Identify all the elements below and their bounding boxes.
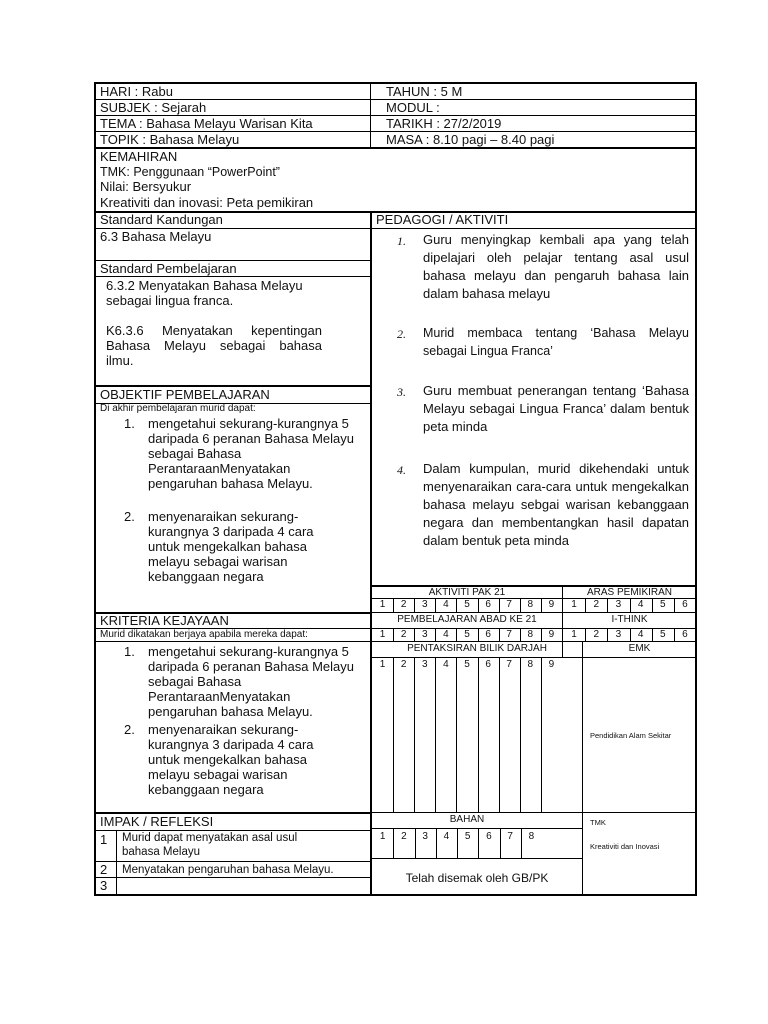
number-cell: 1	[379, 599, 386, 610]
disemak-label: Telah disemak oleh GB/PK	[405, 871, 549, 885]
standard-pembelajaran-item: K6.3.6 Menyatakan kepentingan Bahasa Melayu sebagai bahasa ilmu.	[106, 323, 322, 368]
grid-divider	[630, 628, 631, 641]
grid-divider	[541, 598, 542, 612]
standard-pembelajaran-label: Standard Pembelajaran	[100, 261, 237, 276]
number-cell: 5	[464, 599, 470, 610]
emk-item: Kreativiti dan Inovasi	[590, 842, 660, 851]
kemahiran-tmk: TMK: Penggunaan “PowerPoint”	[100, 165, 280, 179]
grid-divider	[414, 657, 415, 812]
grid-divider	[674, 628, 675, 641]
grid-divider	[456, 628, 457, 641]
impak-row-number: 1	[100, 832, 108, 847]
grid-divider	[393, 828, 394, 858]
tema-field: TEMA : Bahasa Melayu Warisan Kita	[100, 116, 313, 131]
grid-divider	[393, 598, 394, 612]
grid-divider	[478, 657, 479, 812]
list-number: 4.	[397, 463, 406, 477]
number-cell: 3	[421, 599, 428, 610]
number-cell: 1	[571, 629, 577, 640]
number-cell: 7	[506, 659, 512, 670]
list-number: 2.	[124, 509, 135, 524]
number-cell: 6	[485, 599, 491, 610]
number-cell: 6	[486, 831, 492, 842]
number-cell: 3	[615, 629, 622, 640]
masa-field: MASA : 8.10 pagi – 8.40 pagi	[386, 132, 555, 147]
tarikh-field: TARIKH : 27/2/2019	[386, 116, 502, 131]
grid-divider	[499, 598, 500, 612]
number-cell: 6	[682, 629, 688, 640]
kriteria-intro: Murid dikatakan berjaya apabila mereka dapat:	[100, 629, 308, 640]
grid-divider	[630, 598, 631, 612]
kemahiran-kreativiti: Kreativiti dan inovasi: Peta pemikiran	[100, 195, 314, 210]
bahan-header: BAHAN	[449, 814, 485, 825]
kemahiran-nilai: Nilai: Bersyukur	[100, 179, 192, 194]
number-cell: 4	[443, 659, 449, 670]
number-cell: 9	[548, 599, 555, 610]
number-cell: 5	[464, 659, 470, 670]
number-cell: 4	[637, 629, 644, 640]
number-cell: 3	[421, 659, 428, 670]
grid-divider	[414, 628, 415, 641]
grid-divider	[478, 828, 479, 858]
emk-header: EMK	[628, 643, 651, 654]
number-cell: 3	[422, 831, 428, 842]
impak-row-number: 3	[100, 878, 108, 893]
modul-field: MODUL :	[386, 100, 440, 115]
number-cell: 6	[485, 629, 491, 640]
standard-kandungan-label: Standard Kandungan	[100, 212, 223, 227]
subjek-field: SUBJEK : Sejarah	[100, 100, 207, 115]
number-cell: 5	[659, 629, 666, 640]
number-cell: 1	[571, 599, 577, 610]
grid-divider	[652, 628, 653, 641]
grid-divider	[500, 828, 501, 858]
pentaksiran-header: PENTAKSIRAN BILIK DARJAH	[407, 643, 547, 654]
grid-divider	[415, 828, 416, 858]
grid-divider	[520, 598, 521, 612]
objektif-title: OBJEKTIF PEMBELAJARAN	[100, 387, 270, 402]
list-item: Guru membuat penerangan tentang ‘Bahasa Melayu sebagai Lingua Franca’ dalam bentuk peta minda	[423, 383, 689, 434]
number-cell: 6	[485, 659, 491, 670]
grid-divider	[585, 598, 586, 612]
grid-divider	[585, 628, 586, 641]
grid-divider	[499, 657, 500, 812]
number-cell: 4	[443, 629, 449, 640]
number-cell: 5	[464, 629, 470, 640]
number-cell: 3	[615, 599, 622, 610]
grid-divider	[414, 598, 415, 612]
standard-kandungan-value: 6.3 Bahasa Melayu	[100, 229, 212, 244]
grid-divider	[652, 598, 653, 612]
number-cell: 7	[506, 599, 512, 610]
list-number: 1.	[397, 234, 406, 248]
pembelajaran-abad-numbers	[372, 629, 562, 641]
impak-row-text: Menyatakan pengaruhan bahasa Melayu.	[122, 864, 334, 876]
objektif-intro: Di akhir pembelajaran murid dapat:	[100, 403, 256, 414]
number-cell: 8	[527, 659, 534, 670]
number-cell: 2	[400, 599, 407, 610]
number-cell: 3	[421, 629, 428, 640]
number-cell: 8	[527, 599, 534, 610]
number-cell: 9	[548, 629, 555, 640]
number-cell: 2	[593, 599, 600, 610]
number-cell: 1	[379, 831, 386, 842]
aktiviti-pak21-numbers	[372, 599, 562, 611]
aktiviti-pak21-header: AKTIVITI PAK 21	[428, 587, 506, 598]
list-number: 3.	[397, 385, 406, 399]
grid-divider	[541, 657, 542, 812]
grid-divider	[607, 628, 608, 641]
grid-divider	[435, 657, 436, 812]
number-cell: 7	[507, 831, 513, 842]
grid-divider	[478, 628, 479, 641]
list-item: Murid membaca tentang ‘Bahasa Melayu sebagai Lingua Franca’	[423, 326, 689, 358]
grid-divider	[457, 828, 458, 858]
list-item: Guru menyingkap kembali apa yang telah dipelajari oleh pelajar tentang asal usul bahasa melayu dan pengaruh bahasa lain dalam bahasa melayu	[423, 232, 689, 301]
grid-divider	[520, 657, 521, 812]
number-cell: 9	[548, 659, 555, 670]
grid-divider	[436, 828, 437, 858]
number-cell: 2	[401, 831, 407, 842]
list-number: 1.	[124, 644, 135, 659]
grid-divider	[607, 598, 608, 612]
list-number: 2.	[397, 327, 406, 341]
grid-divider	[520, 628, 521, 641]
standard-pembelajaran-item: 6.3.2 Menyatakan Bahasa Melayu sebagai lingua franca.	[106, 278, 303, 308]
number-cell: 1	[379, 659, 386, 670]
impak-title: IMPAK / REFLEKSI	[100, 814, 214, 829]
number-cell: 4	[443, 831, 450, 842]
number-cell: 2	[593, 629, 600, 640]
number-cell: 4	[637, 599, 644, 610]
topik-field: TOPIK : Bahasa Melayu	[100, 132, 240, 147]
pembelajaran-abad-header: PEMBELAJARAN ABAD KE 21	[397, 614, 537, 625]
list-number: 1.	[124, 416, 135, 431]
impak-row-number: 2	[100, 862, 108, 877]
list-item: mengetahui sekurang-kurangnya 5 daripada 6 peranan Bahasa Melayu sebagai Bahasa PerantaraanMenyatakan pengaruhan bahasa Melayu.	[148, 644, 354, 719]
number-cell: 7	[506, 629, 512, 640]
grid-divider	[674, 598, 675, 612]
grid-divider	[393, 657, 394, 812]
kemahiran-title: KEMAHIRAN	[100, 149, 178, 164]
number-cell: 2	[400, 659, 407, 670]
kriteria-title: KRITERIA KEJAYAAN	[100, 613, 229, 628]
aras-pemikiran-header: ARAS PEMIKIRAN	[586, 587, 673, 598]
grid-divider	[478, 598, 479, 612]
list-item: menyenaraikan sekurang-kurangnya 3 daripada 4 cara untuk mengekalkan bahasa melayu sebagai warisan kebanggaan negara	[148, 509, 314, 584]
number-cell: 5	[464, 831, 471, 842]
number-cell: 8	[528, 831, 535, 842]
number-cell: 5	[659, 599, 666, 610]
pentaksiran-numbers	[372, 659, 562, 671]
impak-row-text: Murid dapat menyatakan asal usul bahasa Melayu	[122, 832, 298, 858]
emk-item: TMK	[590, 818, 606, 827]
list-number: 2.	[124, 722, 135, 737]
list-item: Dalam kumpulan, murid dikehendaki untuk menyenaraikan cara-cara untuk mengekalkan bahasa melayu sebgai warisan kebanggaan negara dan membentangkan hasil dapatan dalam bentuk peta minda	[423, 461, 689, 548]
number-cell: 1	[379, 629, 386, 640]
grid-divider	[435, 598, 436, 612]
grid-divider	[456, 657, 457, 812]
hari-field: HARI : Rabu	[100, 84, 173, 99]
number-cell: 4	[443, 599, 449, 610]
pedagogi-title: PEDAGOGI / AKTIVITI	[376, 212, 509, 227]
number-cell: 2	[400, 629, 407, 640]
i-think-header: I-THINK	[611, 614, 648, 625]
grid-divider	[456, 598, 457, 612]
list-item: mengetahui sekurang-kurangnya 5 daripada 6 peranan Bahasa Melayu sebagai Bahasa PerantaraanMenyatakan pengaruhan bahasa Melayu.	[148, 416, 354, 491]
number-cell: 6	[682, 599, 688, 610]
grid-divider	[541, 628, 542, 641]
number-cell: 8	[527, 629, 534, 640]
grid-divider	[435, 628, 436, 641]
emk-item: Pendidikan Alam Sekitar	[590, 731, 672, 740]
tahun-field: TAHUN : 5 M	[386, 84, 463, 99]
grid-divider	[499, 628, 500, 641]
list-item: menyenaraikan sekurang-kurangnya 3 daripada 4 cara untuk mengekalkan bahasa melayu sebagai warisan kebanggaan negara	[148, 722, 314, 797]
grid-divider	[393, 628, 394, 641]
grid-divider	[521, 828, 522, 858]
